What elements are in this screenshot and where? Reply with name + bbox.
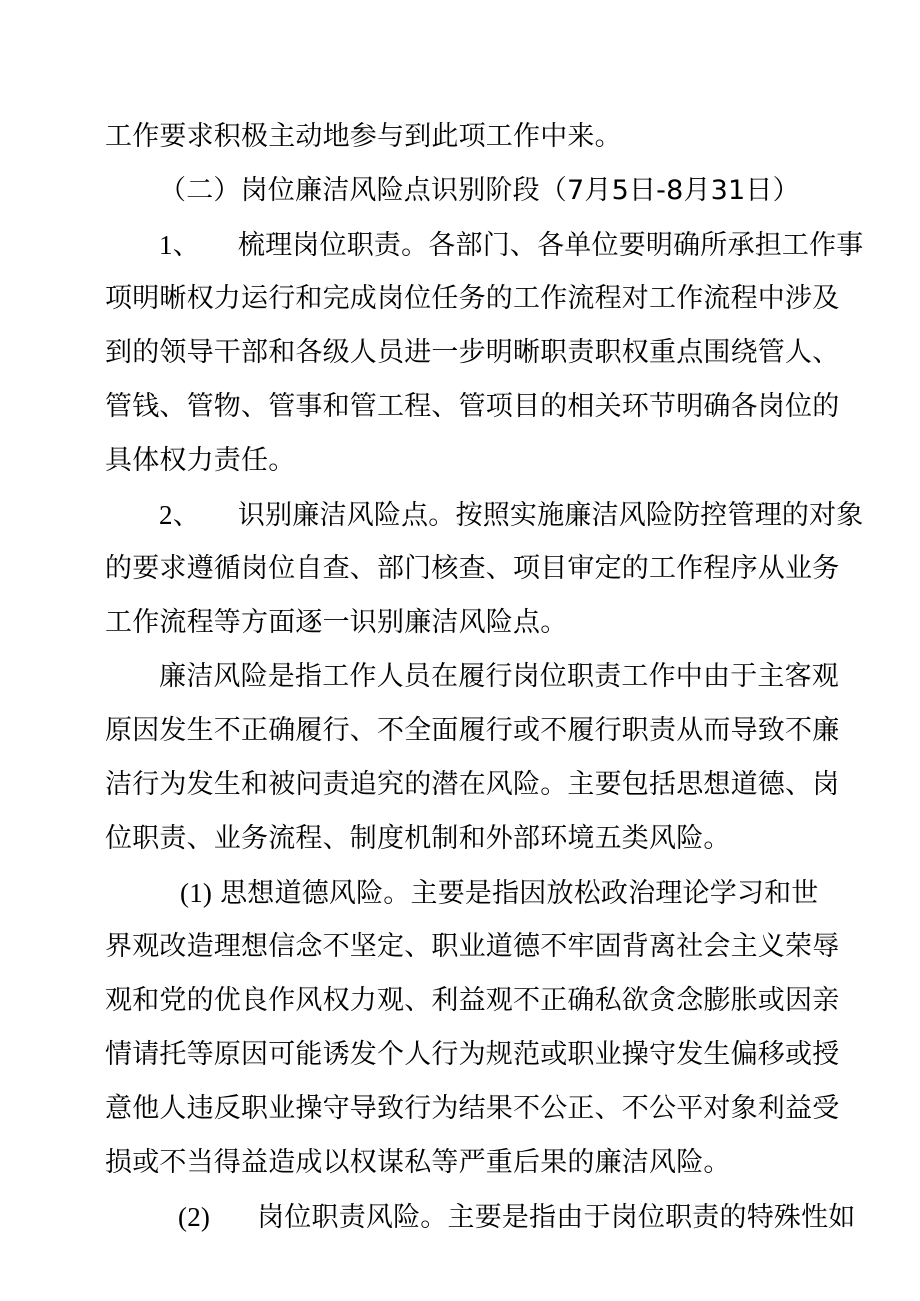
text-line: 具体权力责任。 [105, 445, 296, 476]
item-text: 梳理岗位职责。各部门、各单位要明确所承担工作事 [237, 230, 864, 261]
item-number: 2、 [159, 500, 200, 530]
text-line: 工作要求积极主动地参与到此项工作中来。 [105, 121, 622, 152]
item-number: (2) [178, 1202, 211, 1232]
text-line: 的要求遵循岗位自查、部门核查、项目审定的工作程序从业务 [105, 553, 840, 584]
item-text: 思想道德风险。主要是指因放松政治理论学习和世 [220, 878, 819, 909]
text-line: 工作流程等方面逐一识别廉洁风险点。 [105, 607, 568, 638]
paragraph-first-line: 廉洁风险是指工作人员在履行岗位职责工作中由于主客观 [159, 661, 839, 692]
item-text: 识别廉洁风险点。按照实施廉洁风险防控管理的对象 [237, 500, 864, 531]
text-line: 位职责、业务流程、制度机制和外部环境五类风险。 [105, 823, 731, 854]
text-line: 意他人违反职业操守导致行为结果不公正、不公平对象利益受 [105, 1093, 840, 1124]
text-line: 损或不当得益造成以权谋私等严重后果的廉洁风险。 [105, 1147, 731, 1178]
item-text: 岗位职责风险。主要是指由于岗位职责的特殊性如 [257, 1202, 856, 1233]
text-line: 界观改造理想信念不坚定、职业道德不牢固背离社会主义荣辱 [105, 931, 840, 962]
item-number: (1) [180, 878, 213, 908]
text-line: 原因发生不正确履行、不全面履行或不履行职责从而导致不廉 [105, 715, 840, 746]
text-line: 情请托等原因可能诱发个人行为规范或职业操守发生偏移或授 [105, 1039, 840, 1070]
text-line: 洁行为发生和被问责追究的潜在风险。主要包括思想道德、岗 [105, 769, 840, 800]
section-heading: （二）岗位廉洁风险点识别阶段（7月5日-8月31日） [159, 175, 800, 206]
numbered-subitem-1 [180, 866, 819, 921]
text-line: 到的领导干部和各级人员进一步明晰职责职权重点围绕管人、 [105, 337, 840, 368]
text-line: 管钱、管物、管事和管工程、管项目的相关环节明确各岗位的 [105, 391, 840, 422]
numbered-item-1 [159, 218, 864, 273]
text-line: 项明晰权力运行和完成岗位任务的工作流程对工作流程中涉及 [105, 283, 840, 314]
numbered-subitem-2 [178, 1190, 856, 1245]
text-line: 观和党的优良作风权力观、利益观不正确私欲贪念膨胀或因亲 [105, 985, 840, 1016]
numbered-item-2 [159, 488, 864, 543]
item-number: 1、 [159, 230, 200, 260]
